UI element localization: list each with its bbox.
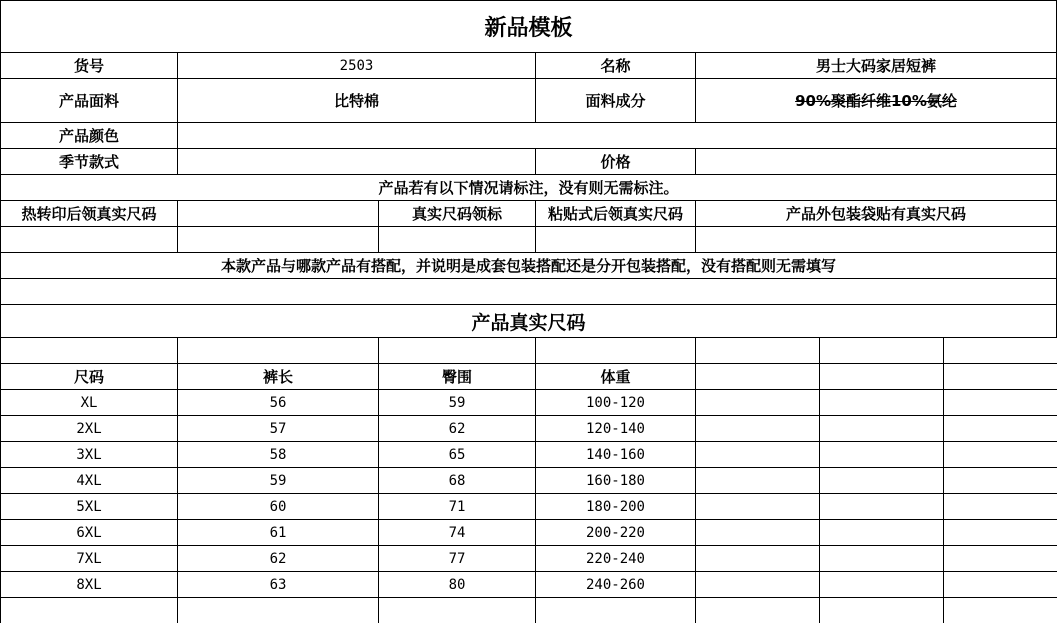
size-cell-length[interactable]: 61 (178, 520, 379, 546)
composition-value[interactable]: 90%聚酯纤维10%氨纶 (696, 79, 1057, 123)
size-cell-extra-3[interactable] (944, 468, 1057, 494)
size-blank-cell[interactable] (536, 338, 696, 364)
size-cell-extra-2[interactable] (820, 442, 944, 468)
color-label: 产品颜色 (0, 123, 178, 149)
size-cell-extra-1[interactable] (696, 520, 820, 546)
size-cell-extra-1[interactable] (696, 468, 820, 494)
size-cell-hip[interactable]: 62 (379, 416, 536, 442)
blank-cell[interactable] (178, 227, 379, 253)
size-blank-cell[interactable] (696, 598, 820, 623)
heat-transfer-label: 热转印后领真实尺码 (0, 201, 178, 227)
size-blank-cell[interactable] (820, 598, 944, 623)
fabric-label: 产品面料 (0, 79, 178, 123)
size-cell-extra-1[interactable] (696, 416, 820, 442)
size-cell-weight[interactable]: 120-140 (536, 416, 696, 442)
size-blank-cell[interactable] (696, 338, 820, 364)
sticker-label: 粘贴式后领真实尺码 (536, 201, 696, 227)
size-cell-extra-3[interactable] (944, 416, 1057, 442)
size-header-weight: 体重 (536, 364, 696, 390)
size-header-hip: 臀围 (379, 364, 536, 390)
size-cell-hip[interactable]: 77 (379, 546, 536, 572)
size-blank-cell[interactable] (0, 338, 178, 364)
size-cell-extra-2[interactable] (820, 572, 944, 598)
size-cell-hip[interactable]: 59 (379, 390, 536, 416)
size-header-extra-1[interactable] (696, 364, 820, 390)
season-value[interactable] (178, 149, 536, 175)
size-cell-size[interactable]: 2XL (0, 416, 178, 442)
size-cell-extra-2[interactable] (820, 468, 944, 494)
size-cell-hip[interactable]: 74 (379, 520, 536, 546)
size-cell-extra-1[interactable] (696, 494, 820, 520)
size-cell-length[interactable]: 63 (178, 572, 379, 598)
size-blank-cell[interactable] (536, 598, 696, 623)
real-size-label-answer[interactable] (379, 227, 536, 253)
item-no-value[interactable]: 2503 (178, 53, 536, 79)
sheet-title: 新品模板 (0, 0, 1057, 53)
size-header-size: 尺码 (0, 364, 178, 390)
size-blank-cell[interactable] (820, 338, 944, 364)
name-label: 名称 (536, 53, 696, 79)
size-cell-extra-1[interactable] (696, 572, 820, 598)
size-cell-length[interactable]: 62 (178, 546, 379, 572)
size-blank-cell[interactable] (944, 598, 1057, 623)
size-cell-extra-1[interactable] (696, 546, 820, 572)
size-cell-hip[interactable]: 80 (379, 572, 536, 598)
size-cell-extra-2[interactable] (820, 520, 944, 546)
size-cell-size[interactable]: 5XL (0, 494, 178, 520)
size-cell-weight[interactable]: 160-180 (536, 468, 696, 494)
size-cell-extra-2[interactable] (820, 390, 944, 416)
color-value[interactable] (178, 123, 1057, 149)
size-cell-length[interactable]: 58 (178, 442, 379, 468)
size-cell-extra-3[interactable] (944, 390, 1057, 416)
size-cell-length[interactable]: 60 (178, 494, 379, 520)
composition-label: 面料成分 (536, 79, 696, 123)
size-cell-size[interactable]: XL (0, 390, 178, 416)
outer-bag-answer[interactable] (696, 227, 1057, 253)
real-size-label-label: 真实尺码领标 (379, 201, 536, 227)
name-value[interactable]: 男士大码家居短裤 (696, 53, 1057, 79)
size-cell-extra-3[interactable] (944, 494, 1057, 520)
size-cell-extra-1[interactable] (696, 390, 820, 416)
size-cell-length[interactable]: 57 (178, 416, 379, 442)
size-cell-size[interactable]: 6XL (0, 520, 178, 546)
size-cell-extra-2[interactable] (820, 416, 944, 442)
size-blank-cell[interactable] (379, 338, 536, 364)
item-no-label: 货号 (0, 53, 178, 79)
price-label: 价格 (536, 149, 696, 175)
size-blank-cell[interactable] (944, 338, 1057, 364)
size-cell-extra-3[interactable] (944, 520, 1057, 546)
heat-transfer-value[interactable] (178, 201, 379, 227)
size-table-title: 产品真实尺码 (0, 305, 1057, 338)
size-cell-extra-2[interactable] (820, 494, 944, 520)
size-header-extra-3[interactable] (944, 364, 1057, 390)
size-cell-size[interactable]: 4XL (0, 468, 178, 494)
price-value[interactable] (696, 149, 1057, 175)
season-label: 季节款式 (0, 149, 178, 175)
size-header-extra-2[interactable] (820, 364, 944, 390)
size-cell-size[interactable]: 8XL (0, 572, 178, 598)
size-cell-length[interactable]: 56 (178, 390, 379, 416)
size-cell-extra-3[interactable] (944, 546, 1057, 572)
size-blank-cell[interactable] (178, 598, 379, 623)
size-cell-size[interactable]: 7XL (0, 546, 178, 572)
fabric-value[interactable]: 比特棉 (178, 79, 536, 123)
size-cell-weight[interactable]: 220-240 (536, 546, 696, 572)
size-cell-weight[interactable]: 180-200 (536, 494, 696, 520)
size-cell-hip[interactable]: 71 (379, 494, 536, 520)
size-cell-size[interactable]: 3XL (0, 442, 178, 468)
matching-answer[interactable] (0, 279, 1057, 305)
size-cell-weight[interactable]: 240-260 (536, 572, 696, 598)
size-blank-cell[interactable] (178, 338, 379, 364)
size-cell-extra-1[interactable] (696, 442, 820, 468)
size-blank-cell[interactable] (379, 598, 536, 623)
size-blank-cell[interactable] (0, 598, 178, 623)
size-cell-length[interactable]: 59 (178, 468, 379, 494)
size-cell-hip[interactable]: 65 (379, 442, 536, 468)
matching-note: 本款产品与哪款产品有搭配，并说明是成套包装搭配还是分开包装搭配，没有搭配则无需填写 (0, 253, 1057, 279)
outer-bag-label: 产品外包装袋贴有真实尺码 (696, 201, 1057, 227)
mark-note: 产品若有以下情况请标注，没有则无需标注。 (0, 175, 1057, 201)
size-cell-weight[interactable]: 140-160 (536, 442, 696, 468)
sticker-answer[interactable] (536, 227, 696, 253)
size-header-length: 裤长 (178, 364, 379, 390)
size-cell-weight[interactable]: 100-120 (536, 390, 696, 416)
size-cell-extra-2[interactable] (820, 546, 944, 572)
size-cell-hip[interactable]: 68 (379, 468, 536, 494)
heat-transfer-answer[interactable] (0, 227, 178, 253)
size-cell-extra-3[interactable] (944, 442, 1057, 468)
size-cell-extra-3[interactable] (944, 572, 1057, 598)
size-cell-weight[interactable]: 200-220 (536, 520, 696, 546)
